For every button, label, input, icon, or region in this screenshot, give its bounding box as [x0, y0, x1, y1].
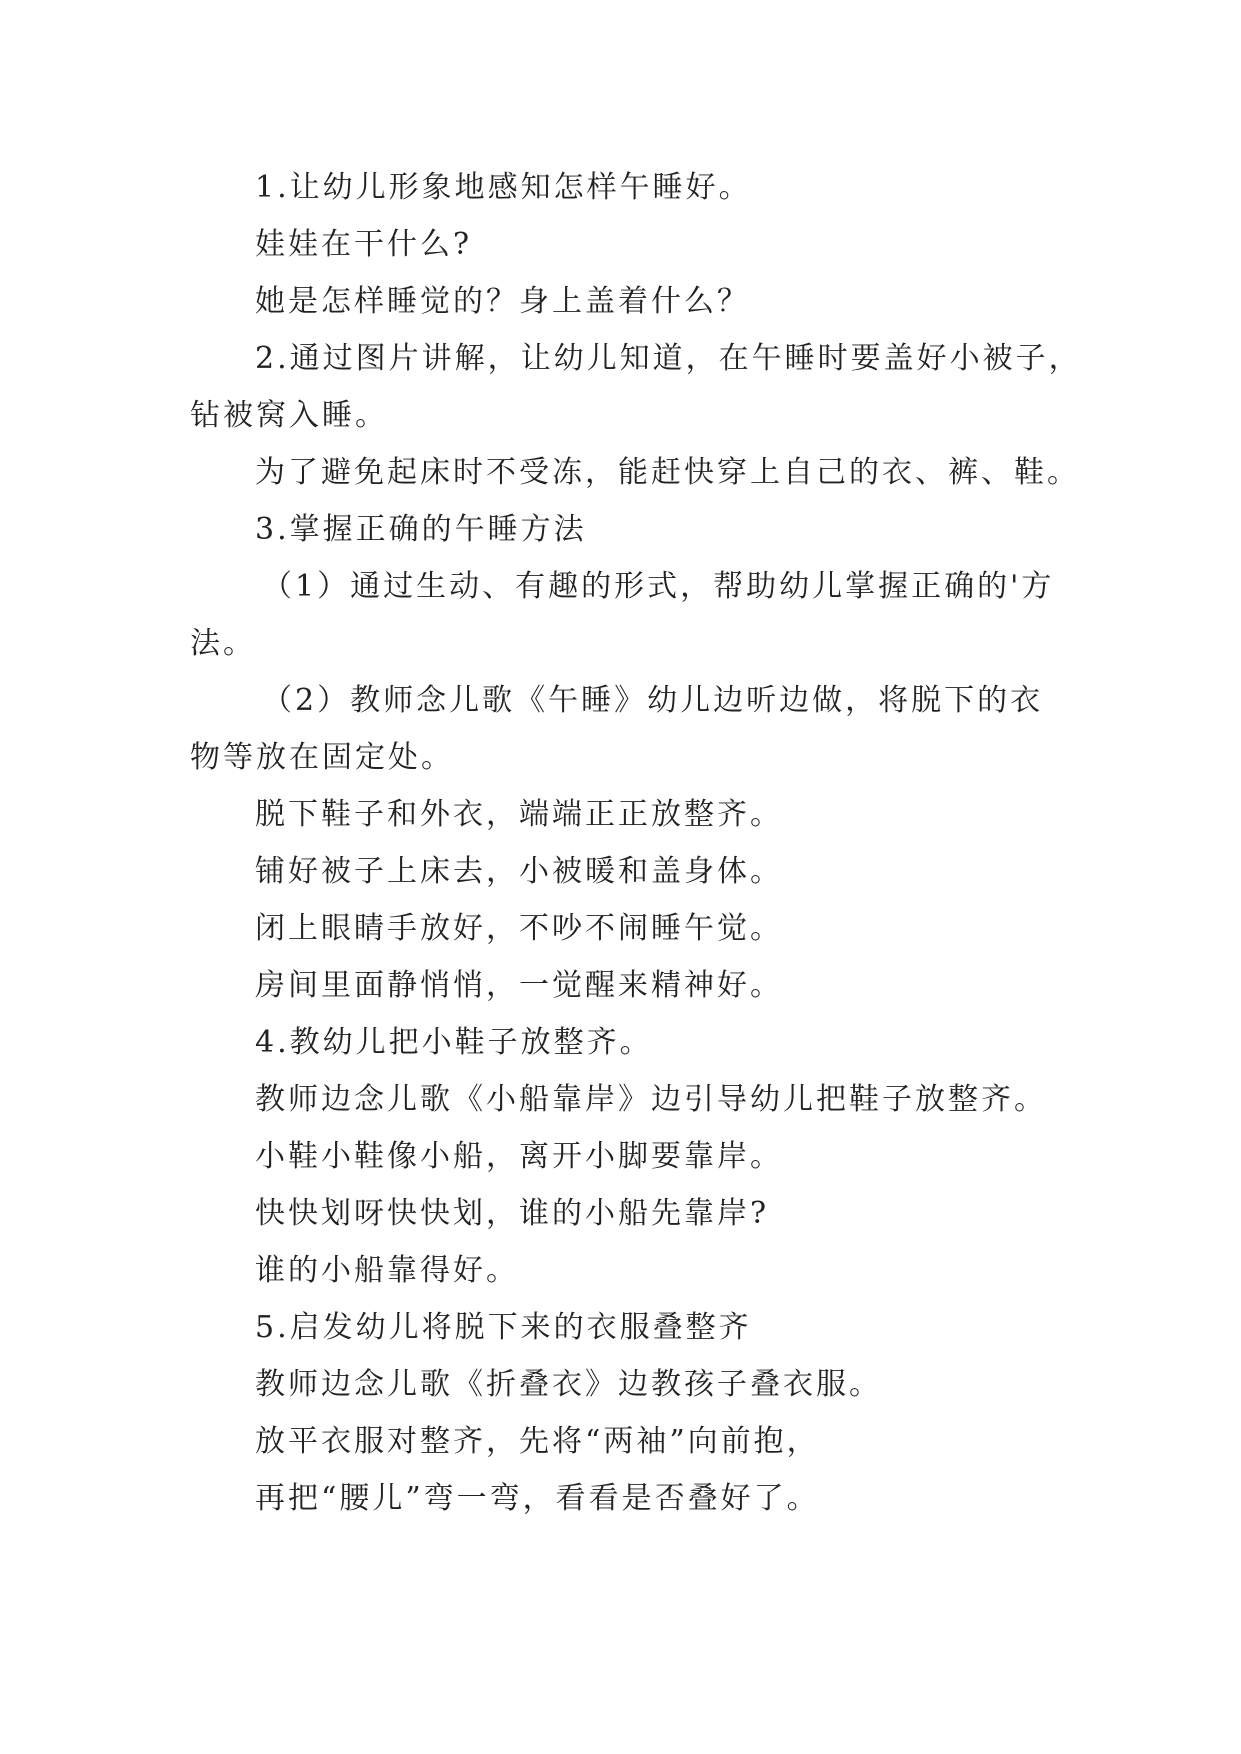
paragraph-line: 5.启发幼儿将脱下来的衣服叠整齐: [255, 1310, 752, 1345]
paragraph-line: （2）教师念儿歌《午睡》幼儿边听边做，将脱下的衣: [262, 683, 1044, 718]
paragraph-line: 1.让幼儿形象地感知怎样午睡好。: [255, 170, 752, 205]
paragraph-line: 为了避免起床时不受冻，能赶快穿上自己的衣、裤、鞋。: [255, 455, 1080, 490]
paragraph-line: 她是怎样睡觉的？身上盖着什么？: [255, 284, 750, 319]
paragraph-line: 法。: [190, 626, 256, 661]
paragraph-line: 教师边念儿歌《折叠衣》边教孩子叠衣服。: [255, 1367, 882, 1402]
paragraph-line: 钻被窝入睡。: [190, 398, 388, 433]
poem-line: 小鞋小鞋像小船，离开小脚要靠岸。: [255, 1139, 783, 1174]
paragraph-line: 娃娃在干什么?: [255, 227, 473, 262]
poem-line: 再把“腰儿”弯一弯，看看是否叠好了。: [255, 1481, 820, 1516]
paragraph-line: 3.掌握正确的午睡方法: [255, 512, 587, 547]
poem-line: 铺好被子上床去，小被暖和盖身体。: [255, 854, 783, 889]
paragraph-line: 2.通过图片讲解，让幼儿知道，在午睡时要盖好小被子，: [255, 341, 1082, 376]
poem-line: 闭上眼睛手放好，不吵不闹睡午觉。: [255, 911, 783, 946]
poem-line: 房间里面静悄悄，一觉醒来精神好。: [255, 968, 783, 1003]
poem-line: 谁的小船靠得好。: [255, 1253, 519, 1288]
paragraph-line: （1）通过生动、有趣的形式，帮助幼儿掌握正确的'方: [262, 569, 1055, 604]
poem-line: 快快划呀快快划，谁的小船先靠岸?: [255, 1196, 770, 1231]
poem-line: 脱下鞋子和外衣，端端正正放整齐。: [255, 797, 783, 832]
poem-line: 放平衣服对整齐，先将“两袖”向前抱，: [255, 1424, 820, 1459]
paragraph-line: 教师边念儿歌《小船靠岸》边引导幼儿把鞋子放整齐。: [255, 1082, 1047, 1117]
paragraph-line: 物等放在固定处。: [190, 740, 454, 775]
paragraph-line: 4.教幼儿把小鞋子放整齐。: [255, 1025, 653, 1060]
